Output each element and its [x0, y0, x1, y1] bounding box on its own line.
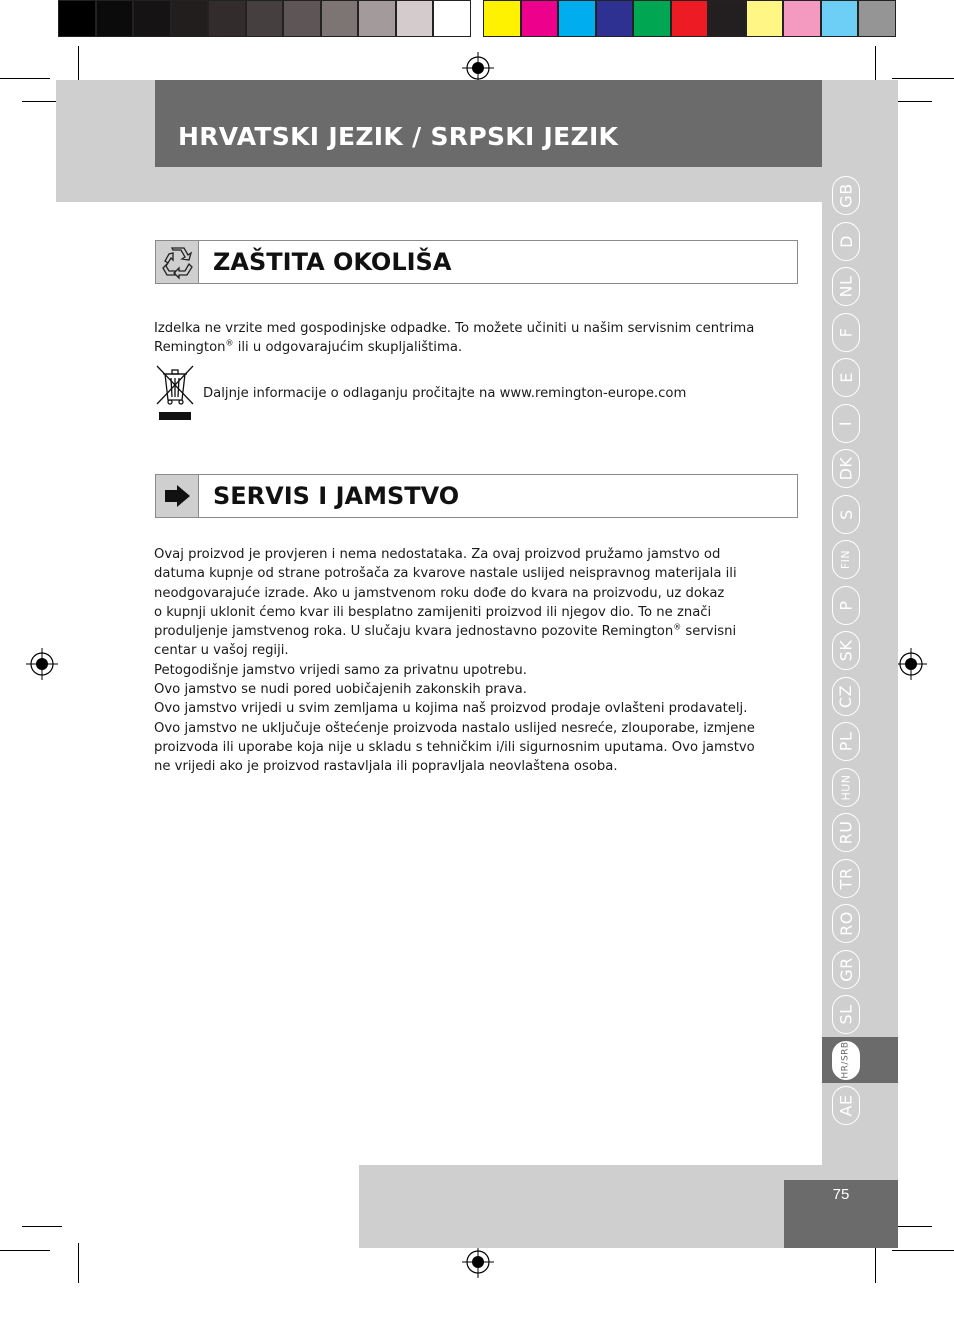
language-tab-sl[interactable]: [832, 995, 860, 1034]
warranty-line-5a: produljenje jamstvenog roka. U slučaju kvara jednostavno pozovite Remington: [154, 624, 674, 640]
color-swatch: [358, 0, 396, 37]
calibration-color-bar: [483, 0, 896, 39]
language-tab-label: HR/SRB: [841, 1041, 852, 1079]
language-tab-label: RO: [836, 911, 856, 936]
language-tab-cz[interactable]: [832, 677, 860, 716]
warranty-text: [154, 545, 784, 777]
language-tab-f[interactable]: [832, 313, 860, 352]
language-tab-label: F: [836, 327, 856, 337]
color-swatch: [521, 0, 559, 37]
language-tab-sk[interactable]: [832, 631, 860, 670]
language-tab-label: I: [836, 420, 856, 426]
page-title: HRVATSKI JEZIK / SRPSKI JEZIK: [178, 122, 619, 151]
page-number: 75: [832, 1186, 850, 1203]
environment-line-2: [154, 338, 784, 357]
language-tab-label: AE: [836, 1094, 856, 1117]
registered-mark: ®: [225, 338, 234, 348]
language-tab-ro[interactable]: [832, 904, 860, 943]
color-swatch: [746, 0, 784, 37]
language-tab-label: SK: [836, 639, 856, 662]
crossed-bin-icon: [155, 364, 195, 422]
language-tab-label: GR: [836, 956, 856, 982]
language-tab-p[interactable]: [832, 586, 860, 625]
registered-mark: ®: [673, 622, 682, 632]
language-tab-label: D: [836, 234, 856, 248]
color-swatch: [633, 0, 671, 37]
language-tab-i[interactable]: [832, 404, 860, 443]
language-tab-label: PL: [836, 731, 856, 752]
color-swatch: [433, 0, 471, 37]
warranty-line: [154, 622, 784, 641]
color-swatch: [858, 0, 896, 37]
registration-mark-icon: [895, 648, 927, 680]
color-swatch: [321, 0, 359, 37]
warranty-line: o kupnji uklonit ćemo kvar ili besplatno zamijeniti proizvod ili njegov dio. To ne znači: [154, 604, 712, 620]
warranty-line: centar u vašoj regiji.: [154, 643, 289, 659]
color-swatch: [58, 0, 96, 37]
language-tab-label: CZ: [836, 684, 856, 708]
registration-mark-icon: [26, 648, 58, 680]
language-tab-fin[interactable]: [832, 540, 860, 579]
color-swatch: [708, 0, 746, 37]
language-tab-gb[interactable]: [832, 176, 860, 215]
language-tab-hr-srb[interactable]: [832, 1041, 860, 1080]
language-tab-nl[interactable]: [832, 267, 860, 306]
language-tab-label: RU: [836, 820, 856, 845]
language-tab-label: DK: [836, 456, 856, 481]
language-tab-label: P: [836, 599, 856, 611]
language-tab-pl[interactable]: [832, 722, 860, 761]
warranty-line: Ovaj proizvod je provjeren i nema nedostataka. Za ovaj proizvod pružamo jamstvo od: [154, 547, 721, 562]
warranty-line: Ovo jamstvo ne uključuje oštećenje proizvoda nastalo uslijed nesreće, zlouporabe, izmjene: [154, 720, 755, 736]
warranty-line-5b: servisni: [681, 624, 737, 640]
registration-mark-icon: [462, 1246, 494, 1278]
color-swatch: [821, 0, 859, 37]
disposal-info-text: Daljnje informacije o odlaganju pročitajte na www.remington-europe.com: [203, 386, 687, 401]
language-tab-gr[interactable]: [832, 950, 860, 989]
calibration-grey-bar: [58, 0, 471, 39]
color-swatch: [596, 0, 634, 37]
language-tab-ae[interactable]: [832, 1086, 860, 1125]
brand-name: Remington: [154, 340, 226, 356]
color-swatch: [171, 0, 209, 37]
warranty-line: datuma kupnje od strane potrošača za kvarove nastale uslijed neispravnog materijala ili: [154, 566, 737, 582]
language-tab-label: E: [836, 372, 856, 383]
warranty-line: Ovo jamstvo vrijedi u svim zemljama u kojima naš proizvod prodaje ovlašteni prodavatelj.: [154, 701, 748, 717]
language-tab-label: S: [836, 508, 856, 520]
arrow-right-icon: [155, 474, 199, 518]
language-tab-label: FIN: [839, 549, 853, 570]
language-tab-dk[interactable]: [832, 449, 860, 488]
language-tab-label: SL: [836, 1004, 856, 1025]
color-swatch: [96, 0, 134, 37]
language-tab-tr[interactable]: [832, 859, 860, 898]
language-tab-label: GB: [836, 183, 856, 208]
language-tab-d[interactable]: [832, 222, 860, 261]
warranty-line: neodgovarajuće izrade. Ako u jamstvenom roku dođe do kvara na proizvodu, uz dokaz: [154, 585, 725, 601]
warranty-line: ne vrijedi ako je proizvod rastavljala ili popravljala neovlaštena osoba.: [154, 759, 618, 775]
language-tab-s[interactable]: [832, 495, 860, 534]
warranty-line: proizvoda ili uporabe koja nije u skladu s tehničkim i/ili sigurnosnim uputama. Ovo jamstvo: [154, 739, 755, 755]
language-tab-label: NL: [836, 275, 856, 298]
environment-line-1: Izdelka ne vrzite med gospodinjske odpadke. To možete učiniti u našim servisnim centrima: [154, 321, 755, 336]
color-swatch: [246, 0, 284, 37]
color-swatch: [208, 0, 246, 37]
color-swatch: [396, 0, 434, 37]
warranty-line: Petogodišnje jamstvo vrijedi samo za privatnu upotrebu.: [154, 662, 527, 678]
language-tab-hun[interactable]: [832, 768, 860, 807]
language-tab-label: HUN: [839, 773, 853, 801]
recycle-icon: [155, 240, 199, 284]
color-swatch: [671, 0, 709, 37]
color-swatch: [558, 0, 596, 37]
warranty-line: Ovo jamstvo se nudi pored uobičajenih zakonskih prava.: [154, 682, 527, 698]
color-swatch: [483, 0, 521, 37]
section-title-environment: ZAŠTITA OKOLIŠA: [213, 248, 452, 276]
color-swatch: [783, 0, 821, 37]
color-swatch: [133, 0, 171, 37]
color-swatch: [283, 0, 321, 37]
language-tab-e[interactable]: [832, 358, 860, 397]
environment-text: [154, 319, 784, 358]
language-tab-ru[interactable]: [832, 813, 860, 852]
section-title-service: SERVIS I JAMSTVO: [213, 482, 460, 510]
environment-line-2-rest: ili u odgovarajućim skupljalištima.: [233, 340, 463, 356]
language-tab-label: TR: [836, 867, 856, 889]
